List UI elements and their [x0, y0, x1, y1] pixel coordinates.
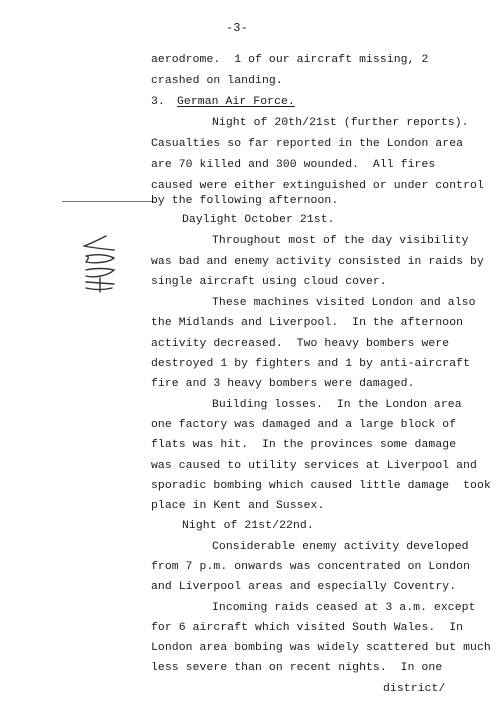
- subheading: Night of 21st/22nd.: [182, 520, 314, 532]
- text-line: for 6 aircraft which visited South Wales. In: [151, 622, 464, 634]
- handwritten-annotation: [76, 232, 122, 296]
- text-line: Incoming raids ceased at 3 a.m. except: [212, 602, 476, 614]
- text-line: less severe than on recent nights. In one: [151, 662, 443, 674]
- text-line: and Liverpool areas and especially Coventry.: [151, 581, 457, 593]
- text-line: place in Kent and Sussex.: [151, 500, 325, 512]
- text-line: fire and 3 heavy bombers were damaged.: [151, 378, 415, 390]
- text-line: sporadic bombing which caused little damage took: [151, 480, 491, 492]
- section-heading: German Air Force.: [177, 96, 295, 108]
- text-line: the Midlands and Liverpool. In the afternoon: [151, 317, 464, 329]
- text-line: activity decreased. Two heavy bombers were: [151, 338, 450, 350]
- text-line: These machines visited London and also: [212, 297, 476, 309]
- text-line: Considerable enemy activity developed: [212, 541, 469, 553]
- text-line: was bad and enemy activity consisted in raids by: [151, 256, 484, 268]
- text-line: single aircraft using cloud cover.: [151, 276, 387, 288]
- text-line: caused were either extinguished or under control: [151, 180, 484, 192]
- page-number: -3-: [226, 21, 248, 35]
- text-line: crashed on landing.: [151, 75, 283, 87]
- text-line: one factory was damaged and a large block of: [151, 419, 457, 431]
- text-line: destroyed 1 by fighters and 1 by anti-aircraft: [151, 358, 471, 370]
- text-line: flats was hit. In the provinces some damage: [151, 439, 457, 451]
- text-line: was caused to utility services at Liverpool and: [151, 460, 477, 472]
- section-number: 3.: [151, 96, 165, 108]
- margin-line: [62, 201, 154, 202]
- text-line: Throughout most of the day visibility: [212, 235, 469, 247]
- text-line: by the following afternoon.: [151, 195, 339, 207]
- text-line: Casualties so far reported in the London area: [151, 138, 464, 150]
- text-line: from 7 p.m. onwards was concentrated on London: [151, 561, 471, 573]
- text-line: London area bombing was widely scattered but much: [151, 642, 491, 654]
- catchword: district/: [383, 683, 446, 695]
- text-line: aerodrome. 1 of our aircraft missing, 2: [151, 54, 429, 66]
- subheading: Daylight October 21st.: [182, 214, 335, 226]
- text-line: Night of 20th/21st (further reports).: [212, 117, 469, 129]
- text-line: Building losses. In the London area: [212, 399, 462, 411]
- text-line: are 70 killed and 300 wounded. All fires: [151, 159, 436, 171]
